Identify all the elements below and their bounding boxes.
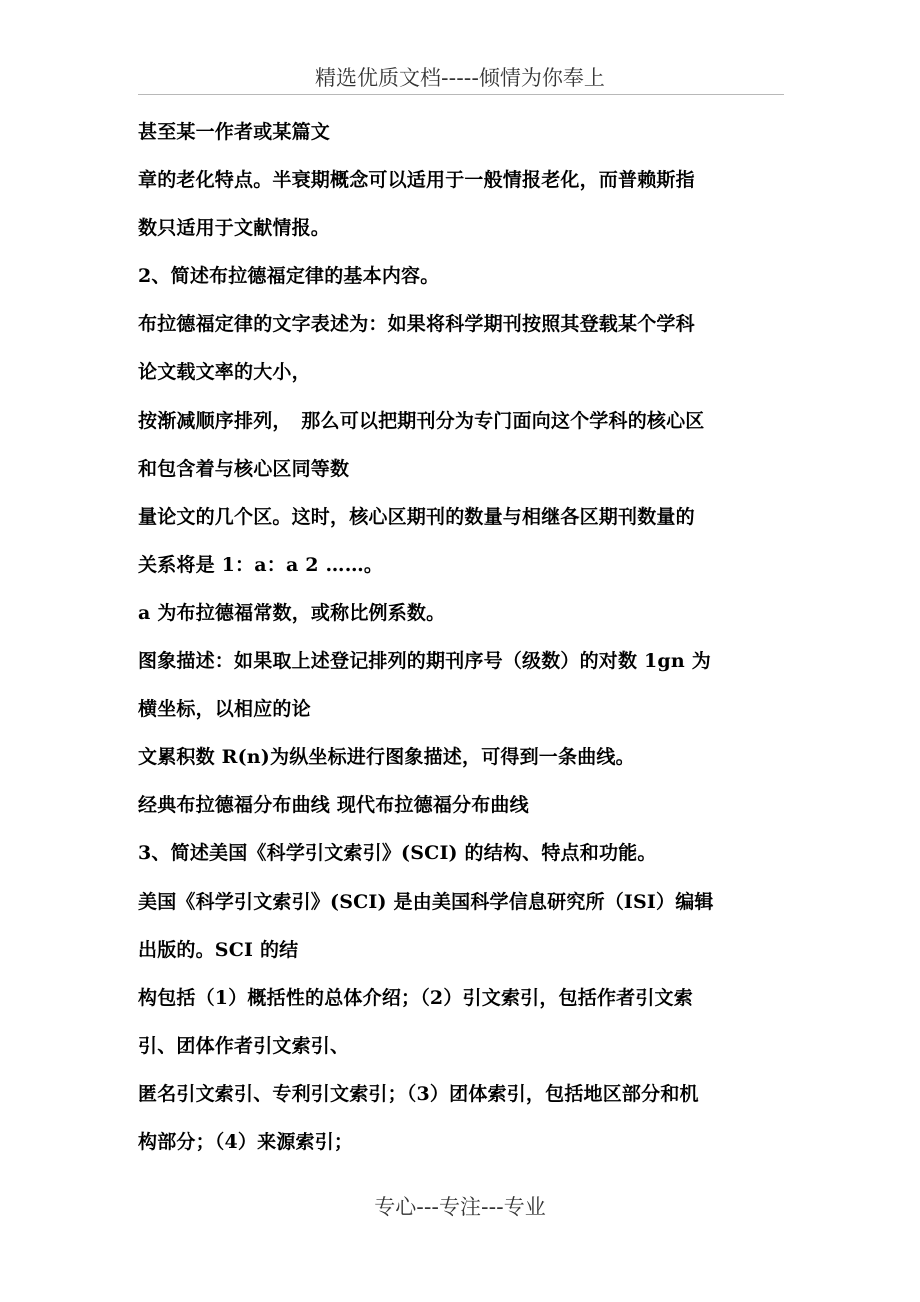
page-footer: 专心---专注---专业 bbox=[374, 1195, 546, 1219]
text-line: a 为布拉德福常数，或称比例系数。 bbox=[138, 601, 446, 624]
text-line: 构包括（1）概括性的总体介绍；（2）引文索引，包括作者引文索 bbox=[138, 986, 693, 1009]
text-line: 关系将是 1：a：a 2 ……。 bbox=[138, 553, 384, 576]
text-line: 章的老化特点。半衰期概念可以适用于一般情报老化，而普赖斯指 bbox=[138, 169, 695, 192]
text-line: 横坐标，以相应的论 bbox=[138, 698, 311, 721]
text-line: 图象描述：如果取上述登记排列的期刊序号（级数）的对数 1gn 为 bbox=[138, 650, 711, 673]
text-line: 文累积数 R(n)为纵坐标进行图象描述，可得到一条曲线。 bbox=[138, 746, 635, 769]
document-body bbox=[138, 108, 788, 1166]
text-line: 经典布拉德福分布曲线 现代布拉德福分布曲线 bbox=[138, 794, 529, 817]
text-line: 量论文的几个区。这时，核心区期刊的数量与相继各区期刊数量的 bbox=[138, 505, 695, 528]
text-line: 匿名引文索引、专利引文索引；（3）团体索引，包括地区部分和机 bbox=[138, 1082, 699, 1105]
section-heading-3: 3、简述美国《科学引文索引》(SCI) 的结构、特点和功能。 bbox=[138, 842, 657, 865]
text-line: 引、团体作者引文索引、 bbox=[138, 1034, 350, 1057]
text-line: 数只适用于文献情报。 bbox=[138, 217, 331, 240]
text-line: 按渐减顺序排列， 那么可以把期刊分为专门面向这个学科的核心区 bbox=[138, 409, 705, 432]
header-divider bbox=[138, 94, 784, 95]
text-line: 布拉德福定律的文字表述为：如果将科学期刊按照其登载某个学科 bbox=[138, 313, 695, 336]
text-line: 甚至某一作者或某篇文 bbox=[138, 121, 331, 143]
text-line: 出版的。SCI 的结 bbox=[138, 938, 299, 961]
text-line: 和包含着与核心区同等数 bbox=[138, 457, 350, 480]
text-line: 构部分；（4）来源索引； bbox=[138, 1130, 354, 1153]
text-line: 美国《科学引文索引》(SCI) 是由美国科学信息研究所（ISI）编辑 bbox=[138, 890, 714, 913]
section-heading-2: 2、简述布拉德福定律的基本内容。 bbox=[138, 265, 440, 288]
text-line: 论文载文率的大小， bbox=[138, 361, 311, 384]
page-header: 精选优质文档-----倾情为你奉上 bbox=[315, 66, 605, 90]
